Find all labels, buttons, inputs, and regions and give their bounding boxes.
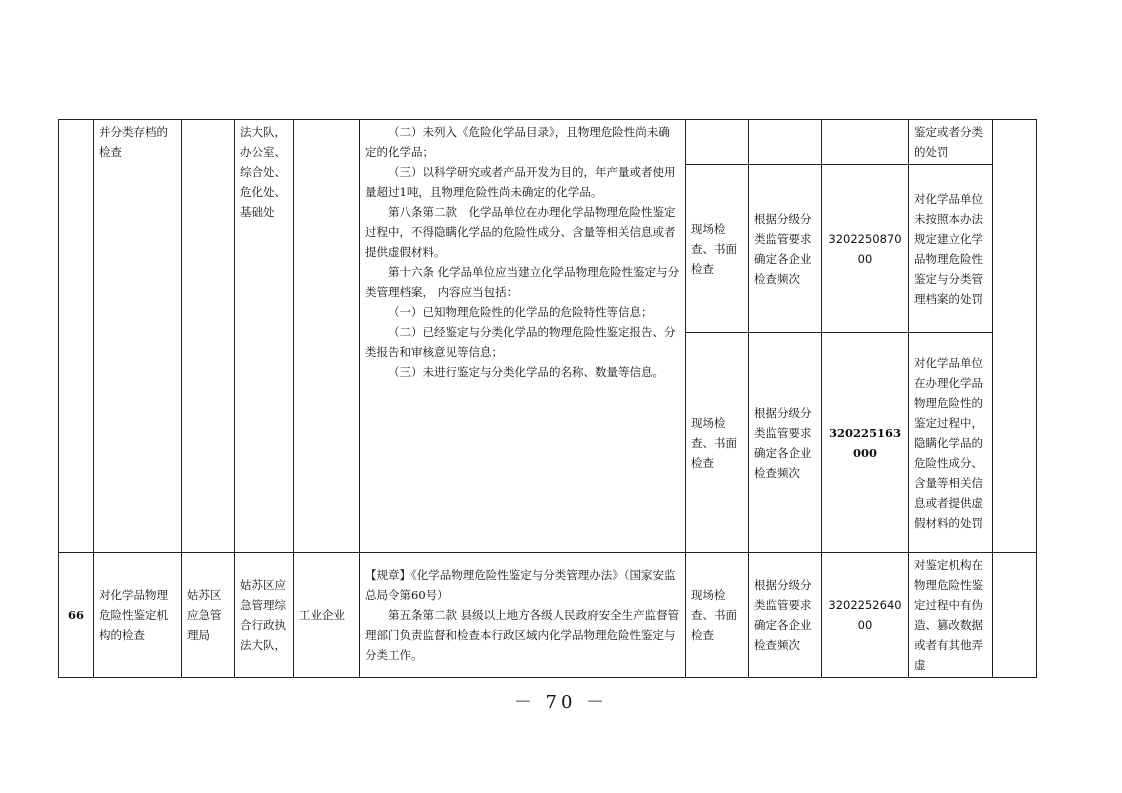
target-cell xyxy=(294,120,360,553)
law-line: 【规章】《化学品物理危险性鉴定与分类管理办法》（国家安监总局令第60号） xyxy=(365,568,676,602)
item-name-cell: 并分类存档的检查 xyxy=(94,120,182,553)
row-number-cell xyxy=(59,120,94,553)
law-line: （一）已知物理危险性的化学品的危险特性等信息； xyxy=(388,305,653,319)
law-line: （二）已经鉴定与分类化学品的物理危险性鉴定报告、分类报告和审核意见等信息； xyxy=(365,325,676,359)
method-cell: 现场检查、书面检查 xyxy=(686,165,749,333)
target-cell: 工业企业 xyxy=(294,553,360,678)
freq-cell: 根据分级分类监管要求确定各企业检查频次 xyxy=(749,333,822,553)
authority-cell: 姑苏区应急管理局 xyxy=(182,553,235,678)
legal-basis-cell xyxy=(360,120,686,553)
table-row xyxy=(59,553,1037,678)
inspection-table xyxy=(58,119,1037,678)
freq-cell xyxy=(749,120,822,165)
law-line: （二）未列入《危险化学品目录》，且物理危险性尚未确定的化学品； xyxy=(365,125,670,159)
law-line: 第十六条 化学品单位应当建立化学品物理危险性鉴定与分类管理档案， 内容应当包括： xyxy=(365,265,680,299)
row-number-cell: 66 xyxy=(59,553,94,678)
law-line: 第五条第二款 县级以上地方各级人民政府安全生产监督管理部门负责监督和检查本行政区域内化学品物理危险性鉴定与分类工作。 xyxy=(365,608,680,662)
dept-cell: 姑苏区应急管理综合行政执法大队， xyxy=(235,553,294,678)
remark-cell xyxy=(993,120,1037,553)
authority-cell xyxy=(182,120,235,553)
punish-cell: 对化学品单位在办理化学品物理危险性的鉴定过程中，隐瞒化学品的危险性成分、含量等相关信息或者提供虚假材料的处罚 xyxy=(909,333,993,553)
law-line: （三）未进行鉴定与分类化学品的名称、数量等信息。 xyxy=(388,365,664,379)
dept-cell: 法大队，办公室、综合处、危化处、基础处 xyxy=(235,120,294,553)
punish-cell: 鉴定或者分类的处罚 xyxy=(909,120,993,165)
freq-cell: 根据分级分类监管要求确定各企业检查频次 xyxy=(749,165,822,333)
code-cell: 320225087000 xyxy=(822,165,909,333)
method-cell: 现场检查、书面检查 xyxy=(686,333,749,553)
punish-cell: 对鉴定机构在物理危险性鉴定过程中有伪造、篡改数据或者有其他弄虚 xyxy=(909,553,993,678)
punish-cell: 对化学品单位未按照本办法规定建立化学品物理危险性鉴定与分类管理档案的处罚 xyxy=(909,165,993,333)
law-line: 第八条第二款 化学品单位在办理化学品物理危险性鉴定过程中，不得隐瞒化学品的危险性成分、含量等相关信息或者提供虚假材料。 xyxy=(365,205,676,259)
item-name-cell: 对化学品物理危险性鉴定机构的检查 xyxy=(94,553,182,678)
method-cell xyxy=(686,120,749,165)
page-number: － 70 － xyxy=(513,692,609,713)
method-cell: 现场检查、书面检查 xyxy=(686,553,749,678)
legal-basis-cell xyxy=(360,553,686,678)
law-line: （三）以科学研究或者产品开发为目的，年产量或者使用量超过1吨，且物理危险性尚未确定的化学品。 xyxy=(365,165,676,199)
code-cell: 320225163000 xyxy=(822,333,909,553)
code-cell: 320225264000 xyxy=(822,553,909,678)
table-row xyxy=(59,120,1037,165)
remark-cell xyxy=(993,553,1037,678)
freq-cell: 根据分级分类监管要求确定各企业检查频次 xyxy=(749,553,822,678)
code-cell xyxy=(822,120,909,165)
